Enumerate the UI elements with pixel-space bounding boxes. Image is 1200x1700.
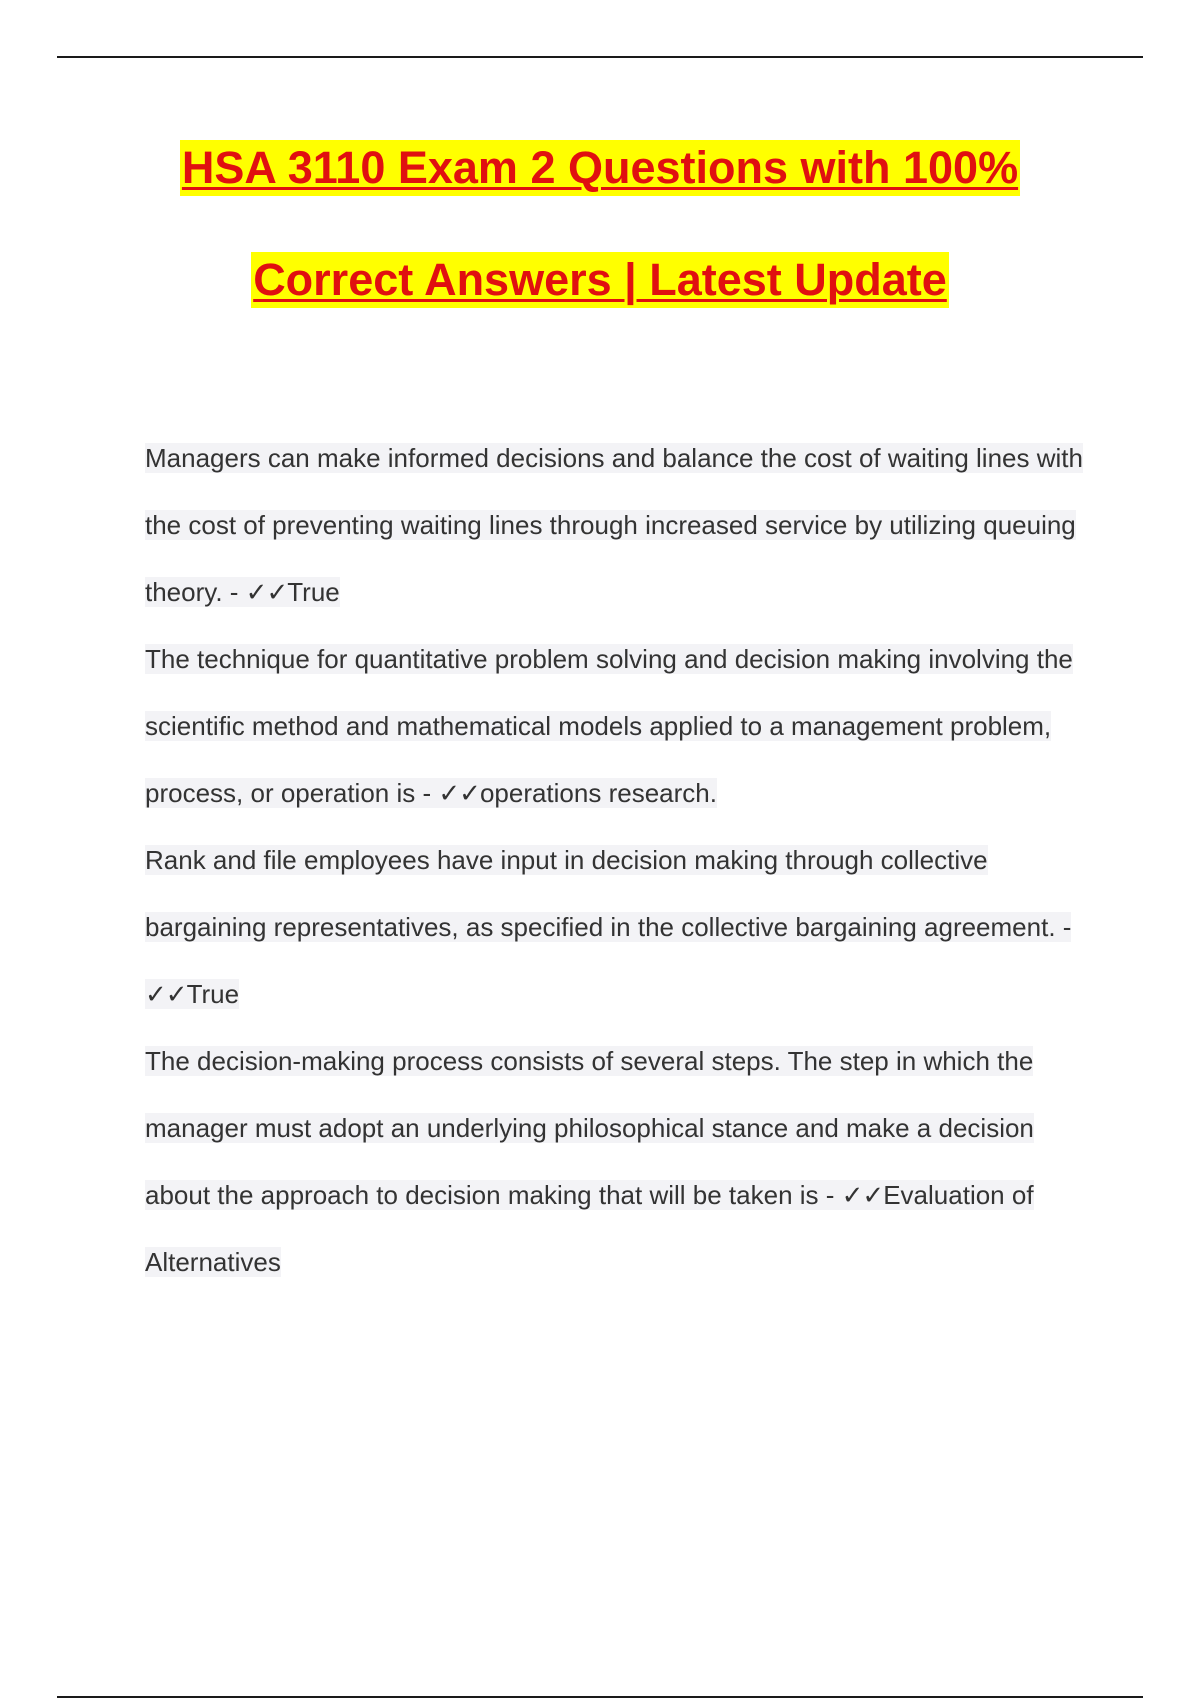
title-line-1: HSA 3110 Exam 2 Questions with 100% — [180, 140, 1020, 196]
top-rule — [57, 56, 1143, 58]
qa-item-3 — [145, 827, 1085, 1028]
question-text: The technique for quantitative problem solving and decision making involving the scientific method and mathematical models applied to a management problem, process, or operation is - — [145, 644, 1073, 808]
document-title — [0, 140, 1200, 308]
question-text: Managers can make informed decisions and balance the cost of waiting lines with the cost of preventing waiting lines through increased service by utilizing queuing theory. - — [145, 443, 1083, 607]
qa-list — [145, 425, 1085, 1296]
answer-text: True — [186, 979, 240, 1009]
question-text: Rank and file employees have input in decision making through collective bargaining representatives, as specified in the collective bargaining agreement. - — [145, 845, 1072, 942]
checkmark-icon: ✓✓ — [145, 979, 187, 1009]
answer-text: True — [287, 577, 340, 607]
title-line-2: Correct Answers | Latest Update — [251, 252, 949, 308]
checkmark-icon: ✓✓ — [841, 1180, 884, 1210]
checkmark-icon: ✓✓ — [245, 577, 288, 607]
question-text: The decision-making process consists of several steps. The step in which the manager must adopt an underlying philosophical stance and make a decision about the approach to decision making that will be taken is - — [145, 1046, 1034, 1210]
qa-item-1 — [145, 425, 1085, 626]
checkmark-icon: ✓✓ — [438, 778, 480, 808]
bottom-rule — [57, 1696, 1143, 1698]
answer-text: Evaluation of Alternatives — [145, 1180, 1034, 1277]
qa-item-2 — [145, 626, 1085, 827]
qa-item-4 — [145, 1028, 1085, 1296]
answer-text: operations research. — [479, 778, 717, 808]
